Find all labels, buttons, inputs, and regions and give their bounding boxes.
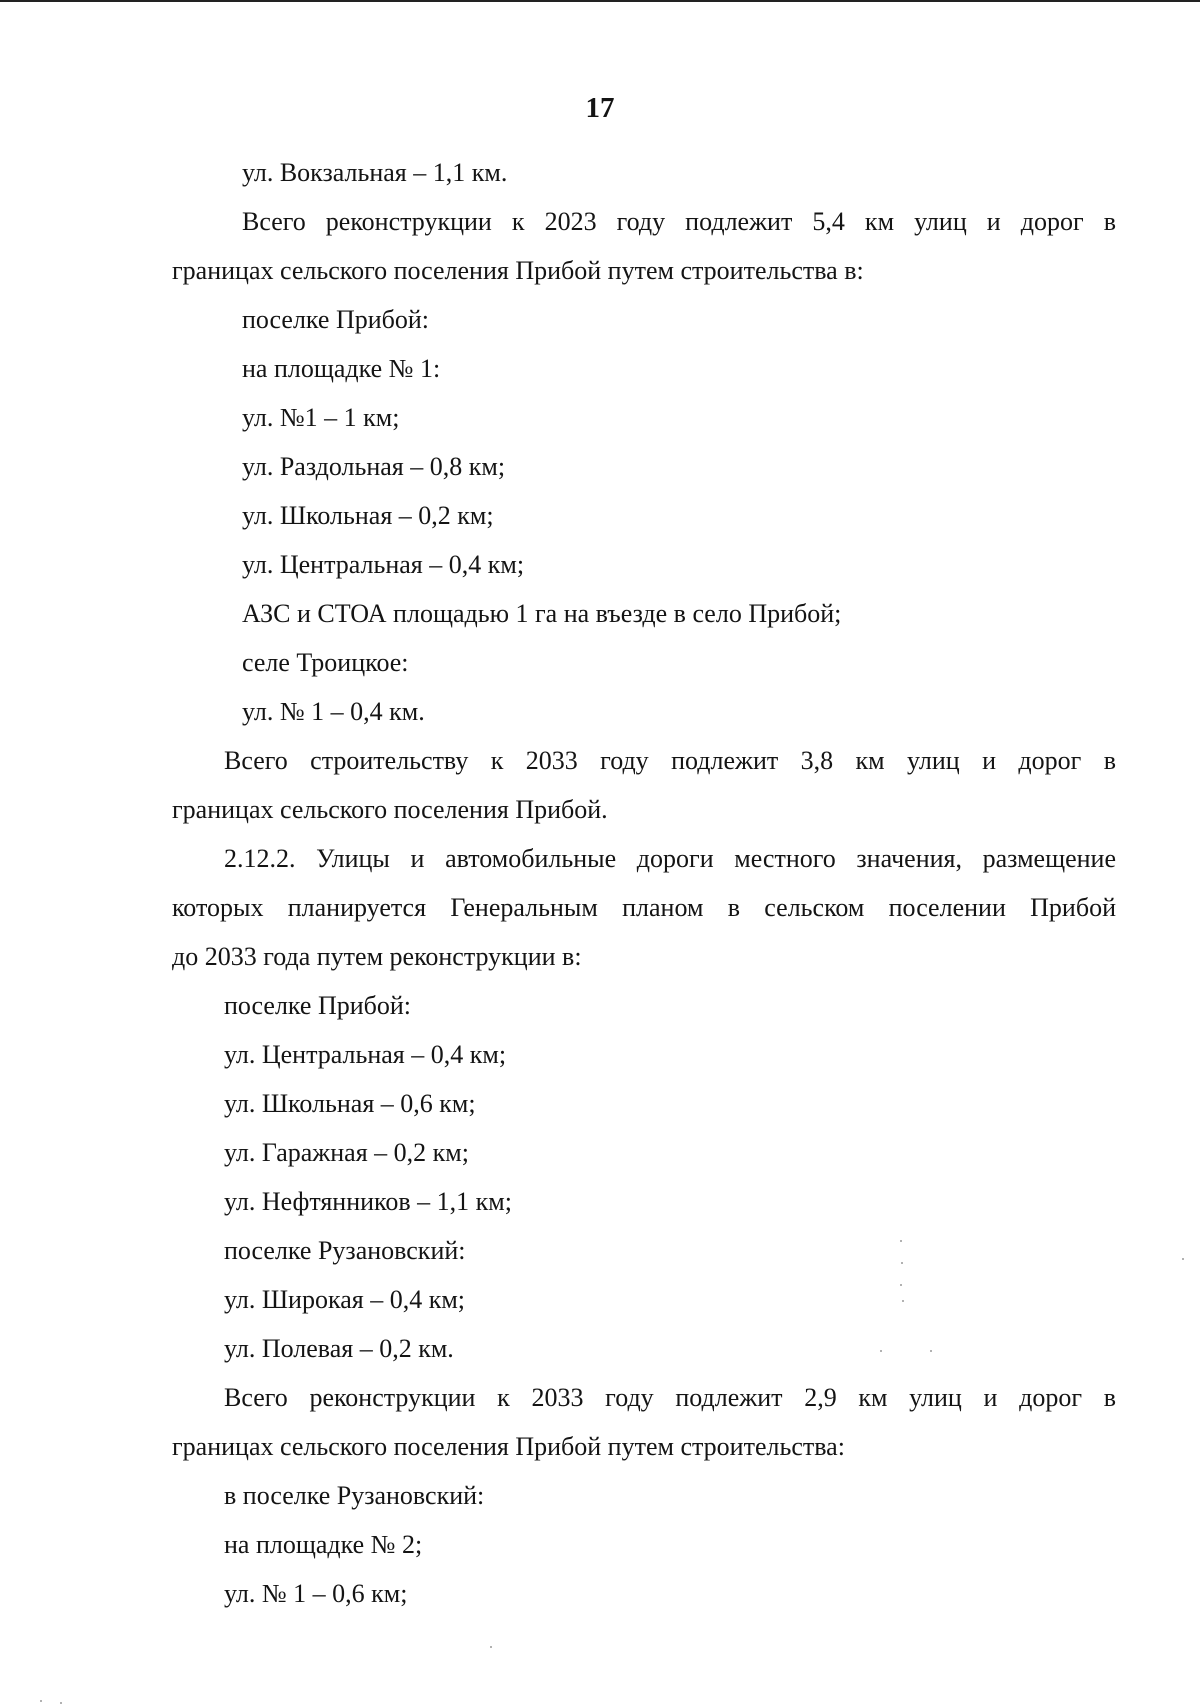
text-line: ул. Школьная – 0,6 км; <box>224 1089 476 1118</box>
text-line: поселке Рузановский: <box>224 1236 466 1265</box>
top-edge-line <box>0 0 1200 2</box>
text-line: ул. Раздольная – 0,8 км; <box>242 452 506 481</box>
document-body <box>172 148 1116 1618</box>
text-line: ул. Полевая – 0,2 км. <box>224 1334 454 1363</box>
text-line: поселке Прибой: <box>224 991 412 1020</box>
text-line: на площадке № 2; <box>224 1530 423 1559</box>
text-line: Всего реконструкции к 2033 году подлежит 2,9 км улиц и дорог в <box>224 1383 1116 1412</box>
text-line: ул. Вокзальная – 1,1 км. <box>242 158 508 187</box>
scan-speck <box>902 1300 904 1302</box>
text-line: ул. № 1 – 0,6 км; <box>224 1579 408 1608</box>
text-line: границах сельского поселения Прибой. <box>172 795 608 824</box>
text-line: селе Троицкое: <box>242 648 409 677</box>
text-line: ул. Центральная – 0,4 км; <box>242 550 525 579</box>
text-line: на площадке № 1: <box>242 354 441 383</box>
text-line: ул. Школьная – 0,2 км; <box>242 501 494 530</box>
text-line: ул. №1 – 1 км; <box>242 403 400 432</box>
text-line: поселке Прибой: <box>242 305 430 334</box>
text-line: ул. Широкая – 0,4 км; <box>224 1285 466 1314</box>
text-line: ул. Центральная – 0,4 км; <box>224 1040 507 1069</box>
text-line: границах сельского поселения Прибой путем строительства в: <box>172 256 864 285</box>
text-line: Всего реконструкции к 2023 году подлежит 5,4 км улиц и дорог в <box>242 207 1116 236</box>
scan-speck <box>901 1262 903 1264</box>
page-number: 17 <box>585 92 615 124</box>
scan-speck <box>1182 1258 1184 1260</box>
scan-speck <box>880 1350 882 1352</box>
scan-speck <box>930 1350 932 1352</box>
scan-speck <box>900 1284 902 1286</box>
text-line: до 2033 года путем реконструкции в: <box>172 942 582 971</box>
text-line: Всего строительству к 2033 году подлежит 3,8 км улиц и дорог в <box>224 746 1116 775</box>
text-line: границах сельского поселения Прибой путем строительства: <box>172 1432 845 1461</box>
text-line: в поселке Рузановский: <box>224 1481 485 1510</box>
scan-speck <box>60 1702 62 1704</box>
scan-speck <box>900 1240 902 1242</box>
text-line: которых планируется Генеральным планом в сельском поселении Прибой <box>172 893 1116 922</box>
text-line: АЗС и СТОА площадью 1 га на въезде в село Прибой; <box>242 599 842 628</box>
text-line: ул. Гаражная – 0,2 км; <box>224 1138 469 1167</box>
text-line: ул. Нефтянников – 1,1 км; <box>224 1187 512 1216</box>
scan-speck <box>490 1646 492 1648</box>
text-line: ул. № 1 – 0,4 км. <box>242 697 425 726</box>
text-line: 2.12.2. Улицы и автомобильные дороги местного значения, размещение <box>224 844 1116 873</box>
scan-speck <box>40 1700 42 1702</box>
